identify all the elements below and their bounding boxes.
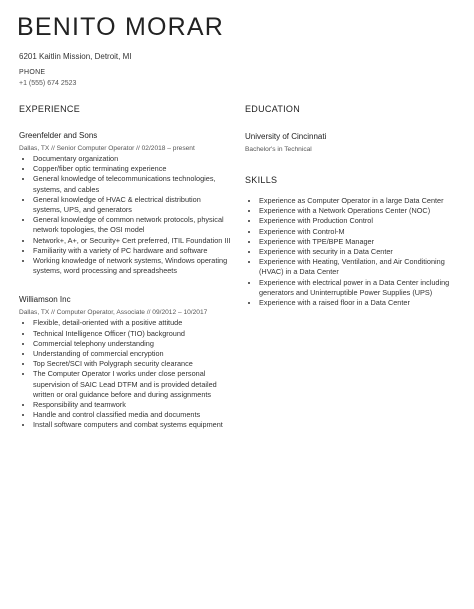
experience-column [19, 104, 231, 431]
job-bullet: • Working knowledge of network systems, Windows operating systems, word processing and spreadsheets [33, 256, 231, 276]
skill-item: • Experience as Computer Operator in a large Data Center [259, 196, 460, 206]
job-bullet: • Copper/fiber optic terminating experience [33, 164, 231, 174]
skill-item: • Experience with a raised floor in a Data Center [259, 298, 460, 308]
experience-heading: EXPERIENCE [19, 104, 81, 114]
job-bullet: • Top Secret/SCI with Polygraph security clearance [33, 359, 231, 369]
job-bullet: • The Computer Operator I works under close personal supervision of SAIC Lead DTFM and is provided detailed written or oral guidance before and during assignments [33, 369, 231, 400]
skills-heading: SKILLS [245, 175, 278, 185]
candidate-name: BENITO MORAR [17, 13, 225, 41]
skill-item: • Experience with electrical power in a Data Center including generators and Uninterruptible Power Supplies (UPS) [259, 278, 460, 298]
job-bullet: • Commercial telephony understanding [33, 339, 231, 349]
phone-label: PHONE [19, 69, 46, 76]
job-company: Williamson Inc [19, 295, 71, 305]
job-bullet-list [19, 154, 231, 276]
education-school: University of Cincinnati [245, 132, 327, 141]
skill-item: • Experience with Heating, Ventilation, and Air Conditioning (HVAC) in a Data Center [259, 257, 460, 277]
job-bullet: • General knowledge of common network protocols, physical network topologies, the OSI model [33, 215, 231, 235]
phone-number: +1 (555) 674 2523 [19, 80, 77, 87]
job-bullet: • Understanding of commercial encryption [33, 349, 231, 359]
job-entry [19, 131, 231, 276]
job-bullet: • Install software computers and combat systems equipment [33, 420, 231, 430]
job-bullet: • Documentary organization [33, 154, 231, 164]
job-bullet: • Network+, A+, or Security+ Cert preferred, ITIL Foundation III [33, 236, 231, 246]
job-bullet: • General knowledge of telecommunications technologies, systems, and cables [33, 174, 231, 194]
skill-item: • Experience with a Network Operations Center (NOC) [259, 206, 460, 216]
job-meta: Dallas, TX // Computer Operator, Associate // 09/2012 – 10/2017 [19, 309, 208, 317]
job-meta: Dallas, TX // Senior Computer Operator // 02/2018 – present [19, 145, 195, 152]
job-bullet: • Responsibility and teamwork [33, 400, 231, 410]
job-bullet-list [19, 318, 231, 430]
job-bullet: • Technical Intelligence Officer (TIO) background [33, 329, 231, 339]
address: 6201 Kaitlin Mission, Detroit, MI [19, 52, 132, 61]
job-entry [19, 295, 231, 430]
job-bullet: • Flexible, detail-oriented with a positive attitude [33, 318, 231, 328]
job-bullet: • Handle and control classified media and documents [33, 410, 231, 420]
education-skills-column [245, 104, 460, 308]
job-bullet: • Familiarity with a variety of PC hardware and software [33, 246, 231, 256]
job-bullet: • General knowledge of HVAC & electrical distribution systems, UPS, and generators [33, 195, 231, 215]
skill-item: • Experience with TPE/BPE Manager [259, 237, 460, 247]
skill-item: • Experience with security in a Data Center [259, 247, 460, 257]
skill-item: • Experience with Control-M [259, 227, 460, 237]
job-company: Greenfelder and Sons [19, 131, 98, 140]
skills-list [245, 196, 460, 308]
education-degree: Bachelor's in Technical [245, 146, 312, 153]
skill-item: • Experience with Production Control [259, 216, 460, 226]
education-heading: EDUCATION [245, 104, 301, 114]
